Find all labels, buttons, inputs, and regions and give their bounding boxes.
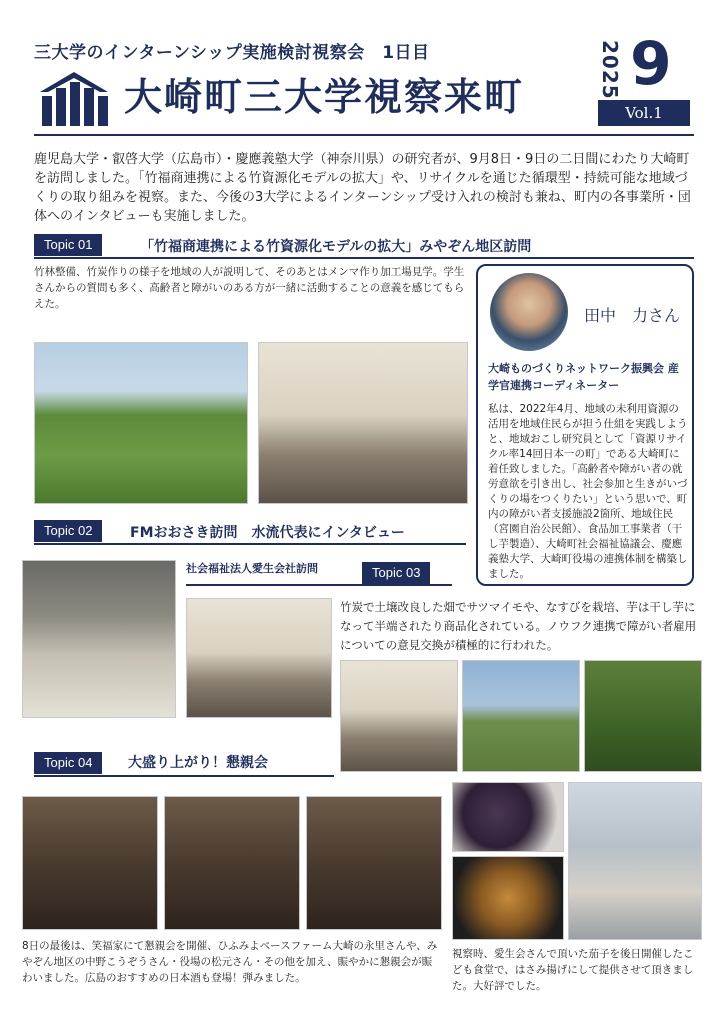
page-title: 大崎町三大学視察来町 [124,75,525,119]
issue-year: 2025 [598,40,622,100]
topic-02-divider [34,543,466,545]
topic-02-title: FMおおさき訪問 水流代表にインタビュー [130,525,405,541]
photo-aiseikai-meeting [340,660,458,772]
volume-badge: Vol.1 [598,100,690,126]
topic-01-title: 「竹福商連携による竹資源化モデルの拡大」みやぞん地区訪問 [140,239,532,255]
topic-04-title: 大盛り上がり！懇親会 [128,755,268,771]
profile-name: 田中 力さん [584,306,681,325]
supertitle: 三大学のインターンシップ実施検討視察会 1日目 [34,43,430,63]
header-divider [34,134,694,136]
photo-bamboo-forest-tour [34,342,248,504]
profile-text: 私は、2022年4月、地域の未利用資源の活用を地域住民らが担う仕組を実践しようと、地域おこし研究員として「資源リサイクル率14回日本一の町」である大崎町に着任致しました。「高齢者や障がい者の就労意欲を引き出し、社会参加と生きがいづくりの場をつくりたい」という思いで、町内の障がい者支援施設2箇所、地域住民（宮園自治公民館）、食品加工事業者（干し芋製造）、大崎町社会福祉協議会、慶應義塾大学、大崎町役場の連携体制を構築しました。 [488,403,688,580]
issue-number: 9 [630,29,672,99]
photo-sweet-potato-field [462,660,580,772]
photo-bento [452,856,564,940]
photo-party-2 [164,796,300,930]
photo-menma-factory [258,342,468,504]
photo-eggplant-plants [584,660,702,772]
intro-paragraph: 鹿児島大学・叡啓大学（広島市）・慶應義塾大学（神奈川県）の研究者が、9月8日・9日の二日間にわたり大崎町を訪問しました。「竹福商連携による竹資源化モデルの拡大」や、リサイクルを通じた循環型・持続可能な地域づくりの取り組みを視察。また、今後の3大学によるインターンシップ受け入れの検討も兼ね、町内の各事業所・団体へのインタビューも実施しました。 [34,152,691,224]
avatar [490,273,568,351]
photo-party-1 [22,796,158,930]
topic-04-tag: Topic 04 [34,752,102,774]
photo-child-with-eggplants [568,782,702,940]
topic-03-body: 竹炭で土壌改良した畑でサツマイモや、なすびを栽培、芋は干し芋になって半端されたり商品化されている。ノウフク連携で障がい者雇用についての意見交換が積極的に行われた。 [340,600,697,652]
topic-03-tag: Topic 03 [362,562,430,584]
topic-01-body: 竹林整備、竹炭作りの様子を地域の人が説明して、そのあとはメンマ作り加工場見学。学生さんからの質問も多く、高齢者と障がいのある方が一緒に活動することの意義を感じてもらえた。 [34,266,465,310]
town-logo-icon [34,68,114,130]
topic-04-body: 8日の最後は、笑福家にて懇親会を開催、ひふみよベースファーム大崎の永里さんや、みやぞん地区の中野こうぞうさん・役場の松元さん・その他を加え、賑やかに懇親会が賑わいました。広島のおすすめの日本酒も登場！弾みました。 [22,940,438,984]
children-cafeteria-body: 視察時、愛生会さんで頂いた茄子を後日開催したこども食堂で、はさみ揚げにして提供させて頂きました。大好評でした。 [452,948,694,992]
topic-01-tag: Topic 01 [34,234,102,256]
photo-party-group [306,796,442,930]
topic-03-subtitle: 社会福祉法人愛生会社訪問 [186,562,318,575]
profile-role: 大崎ものづくりネットワーク振興会 産学官連携コーディネーター [488,362,679,392]
photo-eggplants [452,782,564,852]
photo-aiseikai-interview [186,598,332,718]
topic-02-tag: Topic 02 [34,520,102,542]
topic-03-divider [186,584,452,586]
photo-fm-osaki-studio [22,560,176,718]
topic-01-divider [34,257,694,259]
topic-04-divider [34,775,334,777]
